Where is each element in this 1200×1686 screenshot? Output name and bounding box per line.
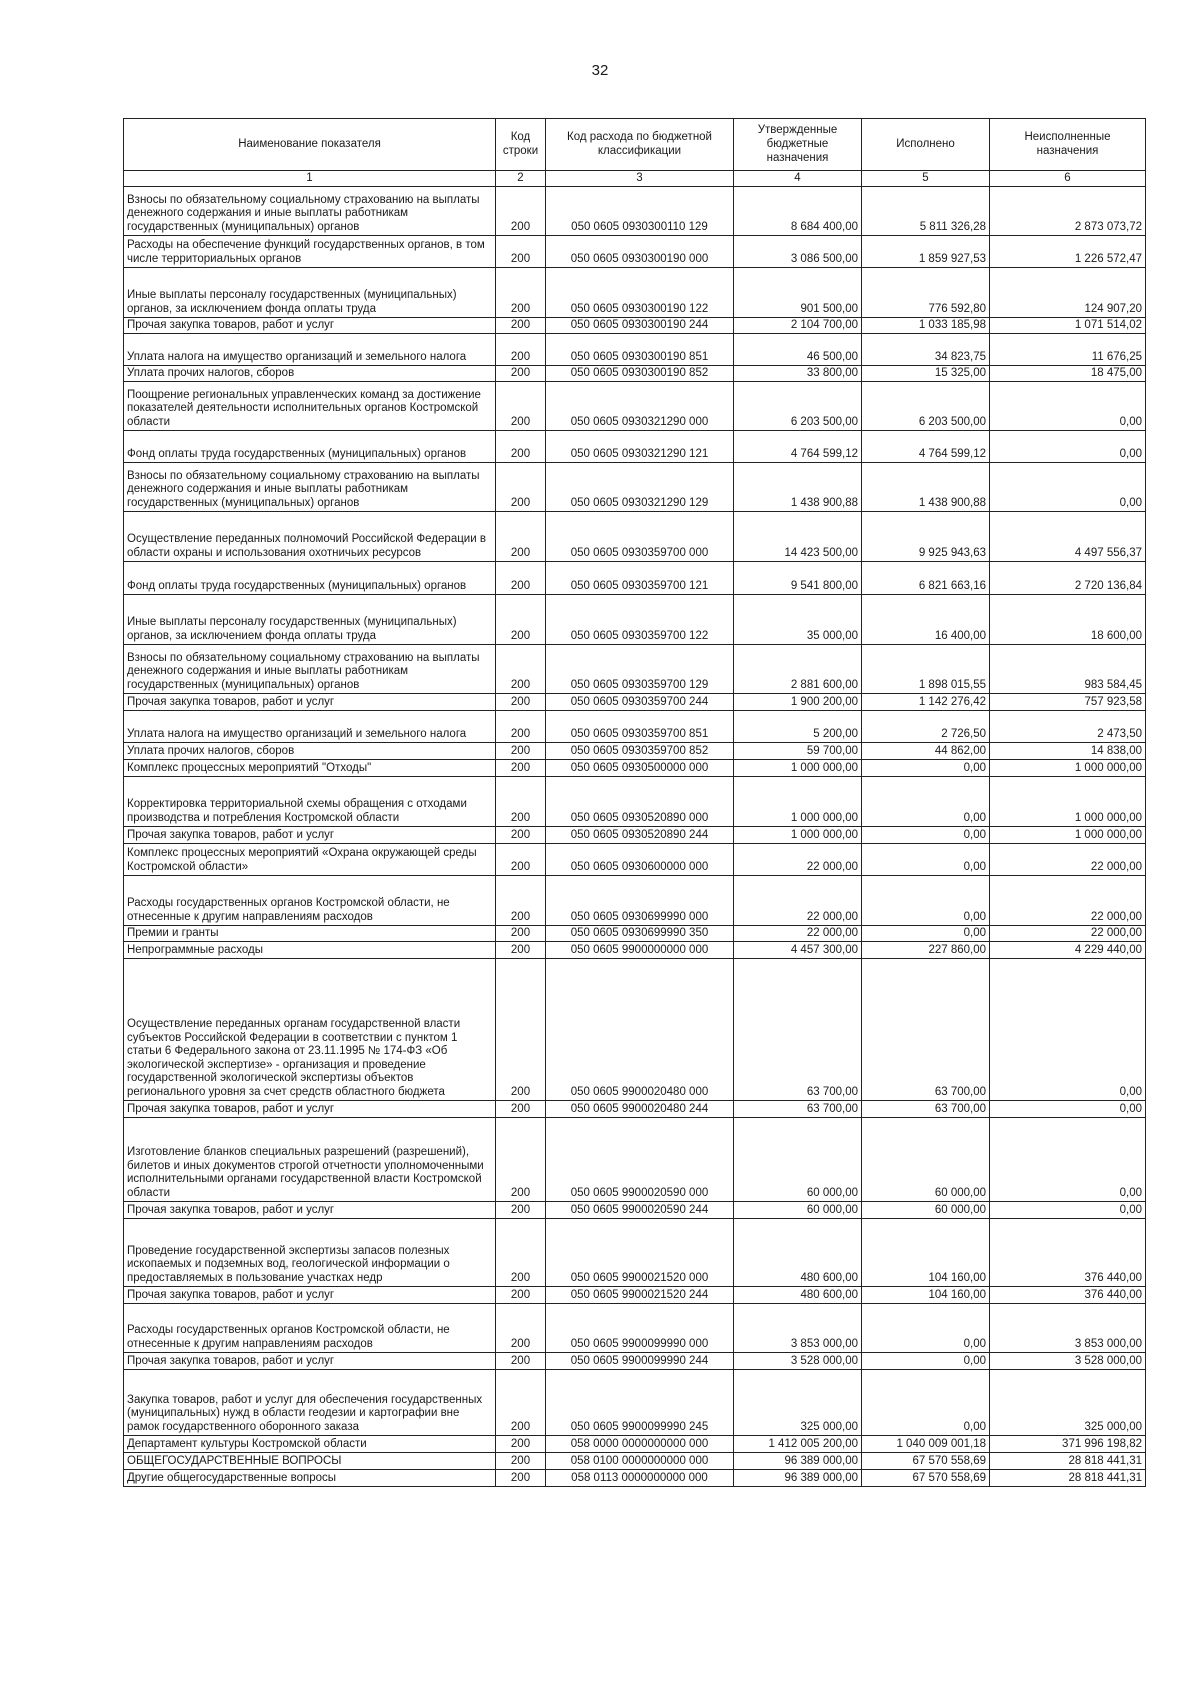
cell-name: Расходы на обеспечение функций государственных органов, в том числе территориальных органов [124,236,496,268]
cell-approved: 1 000 000,00 [734,827,862,844]
cell-line-code: 200 [496,711,546,743]
cell-budget-code: 050 0605 9900020480 000 [546,959,734,1101]
cell-name: Расходы государственных органов Костромской области, не отнесенные к другим направлениям расходов [124,1304,496,1353]
cell-name: Осуществление переданных полномочий Российской Федерации в области охраны и использования охотничьих ресурсов [124,512,496,562]
table-row [124,876,1146,926]
cell-name: Поощрение региональных управленческих команд за достижение показателей деятельности исполнительных органов Костромской области [124,382,496,431]
cell-name: Уплата прочих налогов, сборов [124,366,496,382]
column-number-row [124,171,1146,187]
cell-line-code: 200 [496,366,546,382]
cell-approved: 22 000,00 [734,926,862,942]
table-row [124,1202,1146,1219]
table-row [124,187,1146,236]
column-number: 4 [734,171,862,187]
cell-line-code: 200 [496,1118,546,1202]
cell-unexecuted: 0,00 [990,463,1146,512]
table-row [124,268,1146,318]
cell-name: Иные выплаты персоналу государственных (муниципальных) органов, за исключением фонда оплаты труда [124,595,496,645]
cell-name: Взносы по обязательному социальному страхованию на выплаты денежного содержания и иные выплаты работникам государственных (муниципальных) органов [124,463,496,512]
cell-unexecuted: 376 440,00 [990,1219,1146,1287]
cell-executed: 227 860,00 [862,942,990,959]
cell-approved: 60 000,00 [734,1118,862,1202]
cell-unexecuted: 1 000 000,00 [990,760,1146,777]
cell-line-code: 200 [496,1219,546,1287]
cell-unexecuted: 325 000,00 [990,1370,1146,1436]
table-row [124,1101,1146,1118]
cell-unexecuted: 0,00 [990,1101,1146,1118]
cell-executed: 1 040 009 001,18 [862,1436,990,1453]
cell-approved: 5 200,00 [734,711,862,743]
cell-approved: 2 104 700,00 [734,318,862,334]
header-executed: Исполнено [862,119,990,171]
cell-executed: 15 325,00 [862,366,990,382]
cell-name: Уплата налога на имущество организаций и земельного налога [124,711,496,743]
header-name: Наименование показателя [124,119,496,171]
cell-approved: 22 000,00 [734,844,862,876]
cell-budget-code: 050 0605 0930300110 129 [546,187,734,236]
header-row [124,119,1146,171]
header-line-code: Код строки [496,119,546,171]
cell-budget-code: 050 0605 0930520890 244 [546,827,734,844]
budget-execution-table [123,118,1146,1487]
table-row [124,743,1146,760]
cell-unexecuted: 22 000,00 [990,844,1146,876]
cell-unexecuted: 11 676,25 [990,334,1146,366]
cell-executed: 44 862,00 [862,743,990,760]
cell-approved: 4 764 599,12 [734,431,862,463]
cell-budget-code: 058 0000 0000000000 000 [546,1436,734,1453]
cell-executed: 2 726,50 [862,711,990,743]
table-row [124,760,1146,777]
cell-budget-code: 050 0605 9900020480 244 [546,1101,734,1118]
cell-approved: 63 700,00 [734,959,862,1101]
table-row [124,463,1146,512]
cell-approved: 3 528 000,00 [734,1353,862,1370]
cell-line-code: 200 [496,876,546,926]
cell-line-code: 200 [496,236,546,268]
cell-unexecuted: 3 853 000,00 [990,1304,1146,1353]
cell-budget-code: 050 0605 9900099990 000 [546,1304,734,1353]
cell-executed: 63 700,00 [862,1101,990,1118]
cell-budget-code: 050 0605 9900000000 000 [546,942,734,959]
cell-approved: 3 086 500,00 [734,236,862,268]
cell-approved: 46 500,00 [734,334,862,366]
table-body [124,187,1146,1487]
cell-budget-code: 050 0605 9900099990 245 [546,1370,734,1436]
cell-approved: 9 541 800,00 [734,562,862,595]
cell-line-code: 200 [496,1436,546,1453]
table-row [124,382,1146,431]
cell-line-code: 200 [496,760,546,777]
cell-unexecuted: 18 475,00 [990,366,1146,382]
column-number: 1 [124,171,496,187]
cell-executed: 0,00 [862,1304,990,1353]
cell-name: Прочая закупка товаров, работ и услуг [124,827,496,844]
cell-executed: 1 033 185,98 [862,318,990,334]
cell-unexecuted: 1 000 000,00 [990,777,1146,827]
cell-approved: 8 684 400,00 [734,187,862,236]
cell-unexecuted: 0,00 [990,1202,1146,1219]
cell-budget-code: 050 0605 0930359700 129 [546,645,734,694]
cell-approved: 59 700,00 [734,743,862,760]
cell-executed: 1 898 015,55 [862,645,990,694]
table-row [124,431,1146,463]
table-row [124,1453,1146,1470]
cell-approved: 2 881 600,00 [734,645,862,694]
table-row [124,694,1146,711]
page-number: 32 [591,62,609,79]
cell-line-code: 200 [496,942,546,959]
column-number: 3 [546,171,734,187]
table-row [124,926,1146,942]
cell-unexecuted: 376 440,00 [990,1287,1146,1304]
table-row [124,366,1146,382]
cell-budget-code: 050 0605 0930699990 350 [546,926,734,942]
table-row [124,1436,1146,1453]
cell-executed: 60 000,00 [862,1202,990,1219]
cell-approved: 63 700,00 [734,1101,862,1118]
cell-budget-code: 050 0605 0930300190 244 [546,318,734,334]
table-row [124,1287,1146,1304]
cell-budget-code: 050 0605 9900020590 244 [546,1202,734,1219]
cell-approved: 96 389 000,00 [734,1470,862,1487]
cell-budget-code: 050 0605 9900021520 000 [546,1219,734,1287]
cell-budget-code: 050 0605 0930300190 852 [546,366,734,382]
cell-executed: 67 570 558,69 [862,1470,990,1487]
cell-executed: 1 142 276,42 [862,694,990,711]
cell-unexecuted: 28 818 441,31 [990,1470,1146,1487]
cell-approved: 325 000,00 [734,1370,862,1436]
cell-unexecuted: 1 000 000,00 [990,827,1146,844]
cell-unexecuted: 4 497 556,37 [990,512,1146,562]
cell-executed: 9 925 943,63 [862,512,990,562]
cell-name: Комплекс процессных мероприятий «Охрана окружающей среды Костромской области» [124,844,496,876]
cell-approved: 14 423 500,00 [734,512,862,562]
cell-executed: 16 400,00 [862,595,990,645]
cell-name: Прочая закупка товаров, работ и услуг [124,1353,496,1370]
cell-approved: 901 500,00 [734,268,862,318]
cell-executed: 60 000,00 [862,1118,990,1202]
cell-approved: 6 203 500,00 [734,382,862,431]
cell-unexecuted: 0,00 [990,382,1146,431]
cell-name: Фонд оплаты труда государственных (муниципальных) органов [124,562,496,595]
cell-executed: 5 811 326,28 [862,187,990,236]
cell-line-code: 200 [496,1470,546,1487]
cell-name: Другие общегосударственные вопросы [124,1470,496,1487]
cell-line-code: 200 [496,463,546,512]
cell-budget-code: 050 0605 0930321290 000 [546,382,734,431]
cell-executed: 67 570 558,69 [862,1453,990,1470]
cell-unexecuted: 4 229 440,00 [990,942,1146,959]
header-unexecuted: Неисполненные назначения [990,119,1146,171]
cell-line-code: 200 [496,1287,546,1304]
cell-executed: 63 700,00 [862,959,990,1101]
cell-executed: 4 764 599,12 [862,431,990,463]
cell-approved: 60 000,00 [734,1202,862,1219]
cell-budget-code: 050 0605 0930520890 000 [546,777,734,827]
cell-approved: 33 800,00 [734,366,862,382]
cell-unexecuted: 14 838,00 [990,743,1146,760]
cell-line-code: 200 [496,1453,546,1470]
cell-name: Премии и гранты [124,926,496,942]
cell-approved: 1 412 005 200,00 [734,1436,862,1453]
column-number: 6 [990,171,1146,187]
column-number: 2 [496,171,546,187]
cell-line-code: 200 [496,694,546,711]
cell-name: Изготовление бланков специальных разрешений (разрешений), билетов и иных документов строгой отчетности уполномоченными исполнительными органами государственной власти Костромской области [124,1118,496,1202]
cell-budget-code: 050 0605 0930500000 000 [546,760,734,777]
cell-budget-code: 050 0605 9900021520 244 [546,1287,734,1304]
table-row [124,334,1146,366]
table-row [124,562,1146,595]
cell-line-code: 200 [496,777,546,827]
cell-line-code: 200 [496,334,546,366]
cell-executed: 0,00 [862,1370,990,1436]
cell-line-code: 200 [496,562,546,595]
cell-line-code: 200 [496,187,546,236]
cell-name: Взносы по обязательному социальному страхованию на выплаты денежного содержания и иные выплаты работникам государственных (муниципальных) органов [124,645,496,694]
table-row [124,1219,1146,1287]
table-row [124,1470,1146,1487]
cell-name: Корректировка территориальной схемы обращения с отходами производства и потребления Костромской области [124,777,496,827]
header-approved: Утвержденные бюджетные назначения [734,119,862,171]
cell-unexecuted: 2 873 073,72 [990,187,1146,236]
cell-line-code: 200 [496,959,546,1101]
column-number: 5 [862,171,990,187]
cell-executed: 0,00 [862,844,990,876]
cell-name: Расходы государственных органов Костромской области, не отнесенные к другим направлениям расходов [124,876,496,926]
table-row [124,645,1146,694]
cell-executed: 0,00 [862,827,990,844]
table-row [124,512,1146,562]
table-row [124,942,1146,959]
cell-approved: 1 900 200,00 [734,694,862,711]
cell-approved: 22 000,00 [734,876,862,926]
cell-name: Фонд оплаты труда государственных (муниципальных) органов [124,431,496,463]
cell-unexecuted: 0,00 [990,1118,1146,1202]
cell-budget-code: 050 0605 9900020590 000 [546,1118,734,1202]
cell-line-code: 200 [496,827,546,844]
cell-name: Комплекс процессных мероприятий "Отходы" [124,760,496,777]
cell-approved: 1 000 000,00 [734,760,862,777]
cell-line-code: 200 [496,926,546,942]
cell-budget-code: 058 0113 0000000000 000 [546,1470,734,1487]
cell-name: Закупка товаров, работ и услуг для обеспечения государственных (муниципальных) нужд в области геодезии и картографии вне рамок государственного оборонного заказа [124,1370,496,1436]
cell-budget-code: 050 0605 0930300190 122 [546,268,734,318]
cell-executed: 776 592,80 [862,268,990,318]
cell-budget-code: 050 0605 0930359700 851 [546,711,734,743]
cell-name: Уплата прочих налогов, сборов [124,743,496,760]
table-row [124,236,1146,268]
cell-name: Проведение государственной экспертизы запасов полезных ископаемых и подземных вод, геологической информации о предоставляемых в пользование участках недр [124,1219,496,1287]
cell-unexecuted: 983 584,45 [990,645,1146,694]
cell-budget-code: 058 0100 0000000000 000 [546,1453,734,1470]
cell-line-code: 200 [496,1353,546,1370]
cell-name: Уплата налога на имущество организаций и земельного налога [124,334,496,366]
table-row [124,844,1146,876]
cell-unexecuted: 1 226 572,47 [990,236,1146,268]
table-row [124,777,1146,827]
cell-unexecuted: 28 818 441,31 [990,1453,1146,1470]
table-row [124,959,1146,1101]
cell-line-code: 200 [496,1370,546,1436]
cell-name: Непрограммные расходы [124,942,496,959]
table-row [124,1370,1146,1436]
cell-unexecuted: 124 907,20 [990,268,1146,318]
cell-unexecuted: 757 923,58 [990,694,1146,711]
cell-executed: 1 859 927,53 [862,236,990,268]
cell-unexecuted: 0,00 [990,431,1146,463]
cell-line-code: 200 [496,382,546,431]
cell-approved: 1 438 900,88 [734,463,862,512]
cell-unexecuted: 2 473,50 [990,711,1146,743]
cell-name: Прочая закупка товаров, работ и услуг [124,318,496,334]
cell-name: Прочая закупка товаров, работ и услуг [124,1202,496,1219]
cell-approved: 3 853 000,00 [734,1304,862,1353]
table-row [124,1304,1146,1353]
cell-executed: 34 823,75 [862,334,990,366]
cell-approved: 480 600,00 [734,1219,862,1287]
table-row [124,1118,1146,1202]
cell-budget-code: 050 0605 0930300190 851 [546,334,734,366]
cell-unexecuted: 22 000,00 [990,926,1146,942]
cell-name: Прочая закупка товаров, работ и услуг [124,1287,496,1304]
cell-budget-code: 050 0605 0930300190 000 [546,236,734,268]
cell-executed: 1 438 900,88 [862,463,990,512]
cell-executed: 104 160,00 [862,1287,990,1304]
cell-line-code: 200 [496,268,546,318]
cell-name: Прочая закупка товаров, работ и услуг [124,1101,496,1118]
cell-line-code: 200 [496,743,546,760]
cell-approved: 480 600,00 [734,1287,862,1304]
cell-line-code: 200 [496,1101,546,1118]
table-row [124,595,1146,645]
cell-executed: 0,00 [862,760,990,777]
cell-approved: 1 000 000,00 [734,777,862,827]
cell-budget-code: 050 0605 0930600000 000 [546,844,734,876]
cell-executed: 6 821 663,16 [862,562,990,595]
cell-name: Взносы по обязательному социальному страхованию на выплаты денежного содержания и иные выплаты работникам государственных (муниципальных) органов [124,187,496,236]
cell-approved: 35 000,00 [734,595,862,645]
cell-unexecuted: 18 600,00 [990,595,1146,645]
cell-line-code: 200 [496,318,546,334]
cell-budget-code: 050 0605 0930699990 000 [546,876,734,926]
cell-budget-code: 050 0605 0930321290 121 [546,431,734,463]
cell-name: Иные выплаты персоналу государственных (муниципальных) органов, за исключением фонда оплаты труда [124,268,496,318]
cell-budget-code: 050 0605 0930321290 129 [546,463,734,512]
cell-approved: 96 389 000,00 [734,1453,862,1470]
table-row [124,318,1146,334]
cell-unexecuted: 2 720 136,84 [990,562,1146,595]
cell-name: ОБЩЕГОСУДАРСТВЕННЫЕ ВОПРОСЫ [124,1453,496,1470]
table-row [124,827,1146,844]
cell-name: Осуществление переданных органам государственной власти субъектов Российской Федерации в соответствии с пунктом 1 статьи 6 Федерального закона от 23.11.1995 № 174-ФЗ «Об экологической экспертизе» - организация и проведение государственной экологической экспертизы объектов регионального уровня за счет средств областного бюджета [124,959,496,1101]
cell-unexecuted: 3 528 000,00 [990,1353,1146,1370]
cell-line-code: 200 [496,512,546,562]
cell-unexecuted: 0,00 [990,959,1146,1101]
cell-budget-code: 050 0605 9900099990 244 [546,1353,734,1370]
cell-executed: 104 160,00 [862,1219,990,1287]
cell-executed: 0,00 [862,777,990,827]
cell-line-code: 200 [496,844,546,876]
cell-executed: 0,00 [862,1353,990,1370]
cell-executed: 0,00 [862,876,990,926]
header-budget-code: Код расхода по бюджетной классификации [546,119,734,171]
cell-executed: 6 203 500,00 [862,382,990,431]
table-row [124,711,1146,743]
cell-approved: 4 457 300,00 [734,942,862,959]
cell-budget-code: 050 0605 0930359700 852 [546,743,734,760]
table-row [124,1353,1146,1370]
cell-line-code: 200 [496,1304,546,1353]
cell-name: Департамент культуры Костромской области [124,1436,496,1453]
cell-executed: 0,00 [862,926,990,942]
cell-line-code: 200 [496,1202,546,1219]
cell-budget-code: 050 0605 0930359700 244 [546,694,734,711]
cell-unexecuted: 22 000,00 [990,876,1146,926]
cell-unexecuted: 1 071 514,02 [990,318,1146,334]
cell-budget-code: 050 0605 0930359700 121 [546,562,734,595]
cell-budget-code: 050 0605 0930359700 122 [546,595,734,645]
cell-line-code: 200 [496,431,546,463]
cell-name: Прочая закупка товаров, работ и услуг [124,694,496,711]
cell-line-code: 200 [496,595,546,645]
cell-unexecuted: 371 996 198,82 [990,1436,1146,1453]
cell-budget-code: 050 0605 0930359700 000 [546,512,734,562]
cell-line-code: 200 [496,645,546,694]
